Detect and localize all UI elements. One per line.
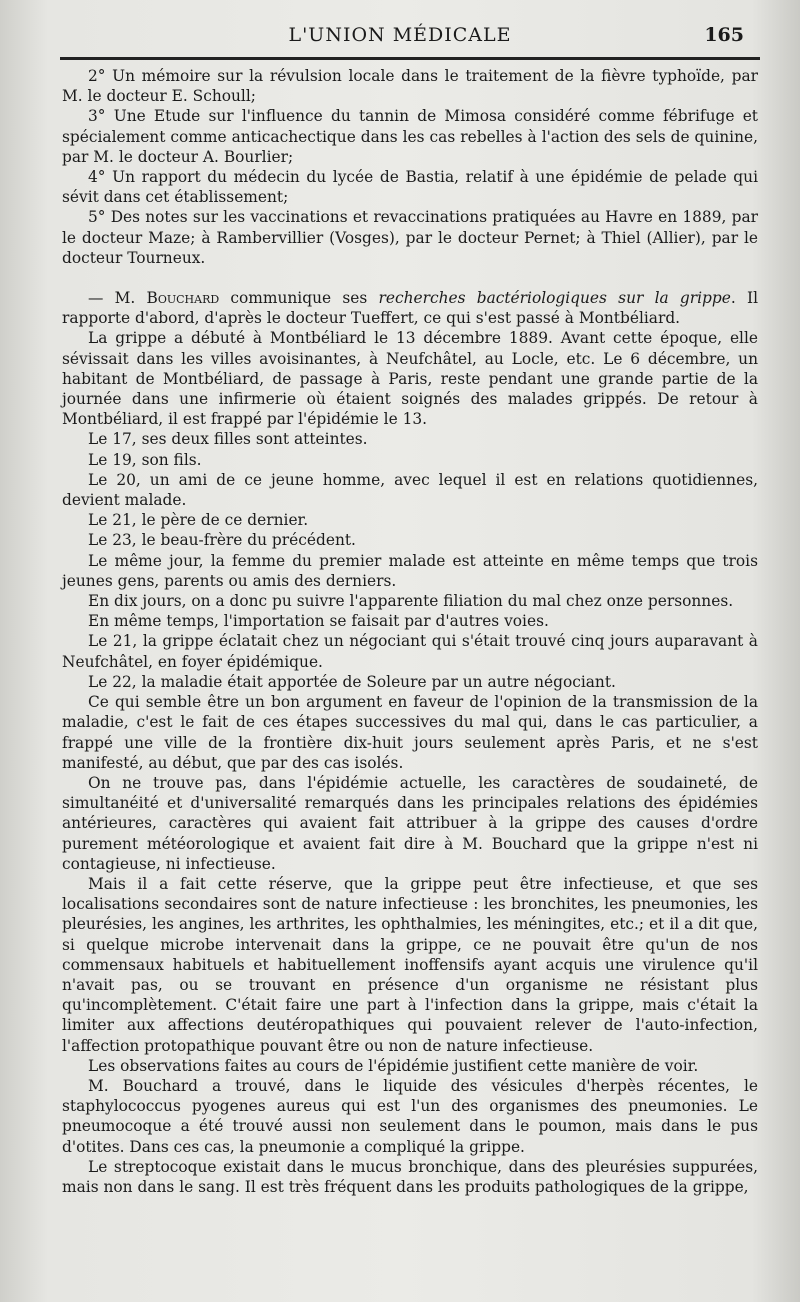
paragraph: 3° Une Etude sur l'influence du tannin de Mimosa considéré comme fébrifuge et spécialement comme anticachectique dans les cas rebelles à l'action des sels de quinine, par M. le docteur A. Bourlier; [62,107,758,166]
paragraph: Mais il a fait cette réserve, que la grippe peut être infectieuse, et que ses localisations secondaires sont de nature infectieuse : les bronchites, les pneumonies, les pleurésies, les angines, les arthrites, les ophthalmies, les méningites, etc.; et il a dit que, si quelque microbe intervenait dans la grippe, ce ne pouvait être qu'un de nos commensaux habituels et habituellement inoffensifs ayant acquis une virulence qu'il n'avait pas, ou se trouvant en présence d'un organisme ne résistant plus qu'incomplètement. C'était faire une part à l'infection dans la grippe, mais c'était la limiter aux affections deutéropathiques qui pouvaient relever de l'auto-infection, l'affection protopathique pouvant être ou non de nature infectieuse. [62,874,758,1055]
paragraph: Le 21, la grippe éclatait chez un négociant qui s'était trouvé cinq jours auparavant à Neufchâtel, en foyer épidémique. [62,632,758,671]
paragraph: 2° Un mémoire sur la révulsion locale dans le traitement de la fièvre typhoïde, par M. le docteur E. Schoull; [62,67,758,106]
paragraph: Les observations faites au cours de l'épidémie justifient cette manière de voir. [88,1056,699,1075]
header-rule [60,57,760,60]
paragraph: Le streptocoque existait dans le mucus bronchique, dans des pleurésies suppurées, mais non dans le sang. Il est très fréquent dans les produits pathologiques de la grippe, [62,1157,758,1196]
paragraph: 4° Un rapport du médecin du lycée de Bastia, relatif à une épidémie de pelade qui sévit dans cet établissement; [62,168,758,207]
paragraph: Le 19, son fils. [88,450,202,469]
paragraph: Le 23, le beau-frère du précédent. [88,531,356,550]
text-segment: . Il rapporte d'abord, d'après le docteur Tueffert, ce qui s'est passé à Montbéliard. [62,289,758,328]
paragraph: Le même jour, la femme du premier malade est atteinte en même temps que trois jeunes gens, parents ou amis des derniers. [62,551,758,590]
paragraph: On ne trouve pas, dans l'épidémie actuelle, les caractères de soudaineté, de simultanéité et d'universalité remarqués dans les principales relations des épidémies antérieures, caractères qui avaient fait attribuer à la grippe des causes d'ordre purement météorologique et avaient fait dire à M. Bouchard que la grippe n'est ni contagieuse, ni infectieuse. [62,773,758,873]
text-segment: communique ses [219,289,379,308]
author-name: Bouchard [146,289,220,308]
paragraph: 5° Des notes sur les vaccinations et revaccinations pratiquées au Havre en 1889, par le docteur Maze; à Rambervillier (Vosges), par le docteur Pernet; à Thiel (Allier), par le docteur Tourneux. [62,208,758,267]
paragraph: La grippe a débuté à Montbéliard le 13 décembre 1889. Avant cette époque, elle sévissait dans les villes avoisinantes, à Neufchâtel, au Locle, etc. Le 6 décembre, un habitant de Montbéliard, de passage à Paris, reste pendant une grande partie de la journée dans une infirmerie où étaient soignés des malades grippés. De retour à Montbéliard, il est frappé par l'épidémie le 13. [62,329,758,429]
body-text [62,66,758,1197]
paragraph: M. Bouchard a trouvé, dans le liquide des vésicules d'herpès récentes, le staphylococcus pyogenes aureus qui est l'un des organismes des pneumonies. Le pneumocoque a été trouvé aussi non seulement dans le poumon, mais dans le pus d'otites. Dans ces cas, la pneumonie a compliqué la grippe. [62,1076,758,1156]
paragraph: Le 20, un ami de ce jeune homme, avec lequel il est en relations quotidiennes, devient malade. [62,470,758,510]
paragraph: Ce qui semble être un bon argument en faveur de l'opinion de la transmission de la maladie, c'est le fait de ces étapes successives du mal qui, dans le cas particulier, a frappé une ville de la frontière dix-huit jours seulement après Paris, et ne s'est manifesté, au début, que par des cas isolés. [62,693,758,772]
paragraph: En dix jours, on a donc pu suivre l'apparente filiation du mal chez onze personnes. [88,592,734,611]
page-number: 165 [704,24,744,46]
paragraph: Le 22, la maladie était apportée de Soleure par un autre négociant. [88,672,616,691]
paragraph: Le 17, ses deux filles sont atteintes. [88,430,368,449]
paragraph: Le 21, le père de ce dernier. [88,511,309,530]
page-header [58,20,742,50]
paragraph: En même temps, l'importation se faisait par d'autres voies. [88,612,549,631]
running-title: L'UNION MÉDICALE [288,24,512,46]
italic-title: recherches bactériologiques sur la grippe [378,289,731,308]
paragraph-communication [62,288,758,328]
dash-prefix: — M. [88,289,147,308]
